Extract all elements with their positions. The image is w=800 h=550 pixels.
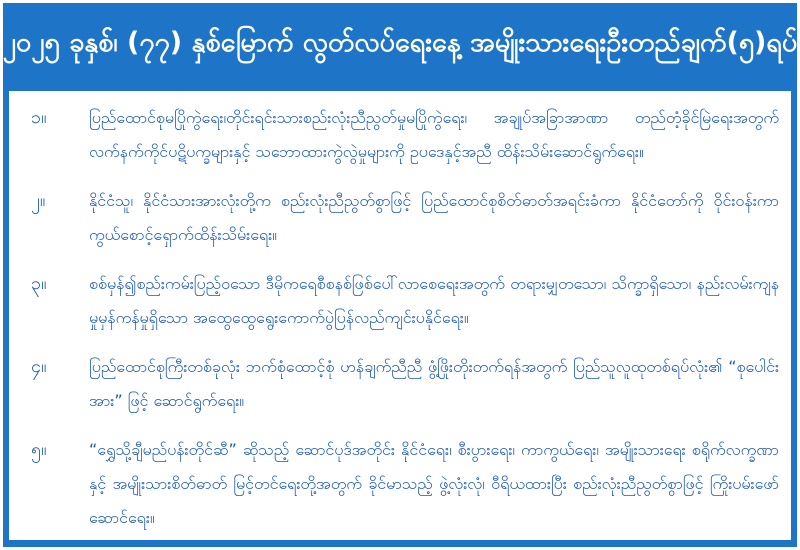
list-item-number: ၅။ bbox=[31, 439, 47, 460]
list-item-text: “ရွှေသို့ချီမည်ပန်းတိုင်ဆီ” ဆိုသည့် ဆောင်ပုဒ်အတိုင်း နိုင်ငံရေး၊ စီးပွားရေး၊ ကာကွယ်ရေး၊ အမျိုးသားရေး စရိုက်လက္ခဏာနှင့် အမျိုးသားစိတ်ဓာတ် မြင့်တင်ရေးတို့အတွက် ခိုင်မာသည့် ဖွဲ့လုံးလုံ၊ ဝီရိယထားပြီး စည်းလုံးညီညွတ်စွာဖြင့် ကြိုးပမ်းဖော်ဆောင်ရေး။ bbox=[89, 440, 779, 527]
list-item-number: ၂။ bbox=[31, 190, 46, 211]
list-item-text: ပြည်ထောင်စုကြီးတစ်ခုလုံး ဘက်စုံထောင့်စုံ ဟန်ချက်ညီညီ ဖွံ့ဖြိုးတိုးတက်ရန်အတွက် ပြည်သူလူထုတစ်ရပ်လုံး၏ “စုပေါင်းအား” ဖြင့် ဆောင်ရွက်ရေး။ bbox=[89, 357, 779, 410]
list-item-text: စစ်မှန်၍စည်းကမ်းပြည့်ဝသော ဒီမိုကရေစီစနစ်ဖြစ်ပေါ်လာစေရေးအတွက် တရားမျှတသော၊ သိက္ခာရှိသော၊ နည်းလမ်းကျနမှုမှန်ကန်မှုရှိသော အထွေထွေရွေးကောက်ပွဲပြန်လည်ကျင်းပနိုင်ရေး။ bbox=[89, 274, 779, 327]
list-item-text: ပြည်ထောင်စုမပြိုကွဲရေး၊တိုင်းရင်းသားစည်းလုံးညီညွတ်မှုမပြိုကွဲရေး၊ အချုပ်အခြာအာဏာ တည်တံ့ခိုင်မြဲရေးအတွက် လက်နက်ကိုင်ပဋိပက္ခများနှင့် သဘောထားကွဲလွဲမှုများကို ဥပဒေနှင့်အညီ ထိန်းသိမ်းဆောင်ရွက်ရေး။ bbox=[89, 108, 779, 161]
page-title: ၂၀၂၅ ခုနှစ်၊ (၇၇) နှစ်မြောက် လွတ်လပ်ရေးနေ့ အမျိုးသားရေးဦးတည်ချက်(၅)ရပ် bbox=[2, 27, 798, 58]
list-item-number: ၃။ bbox=[31, 273, 47, 294]
objectives-list bbox=[9, 91, 791, 540]
list-item-number: ၄။ bbox=[31, 356, 47, 377]
list-item-number: ၁။ bbox=[31, 107, 47, 128]
title-bar bbox=[3, 3, 797, 87]
list-item-text: နိုင်ငံသူ၊ နိုင်ငံသားအားလုံးတို့က စည်းလုံးညီညွတ်စွာဖြင့် ပြည်ထောင်စုစိတ်ဓာတ်အရင်းခံကာ နိုင်ငံတော်ကို ဝိုင်းဝန်းကာကွယ်စောင့်ရှောက်ထိန်းသိမ်းရေး။ bbox=[89, 191, 779, 244]
poster-frame bbox=[3, 3, 797, 547]
